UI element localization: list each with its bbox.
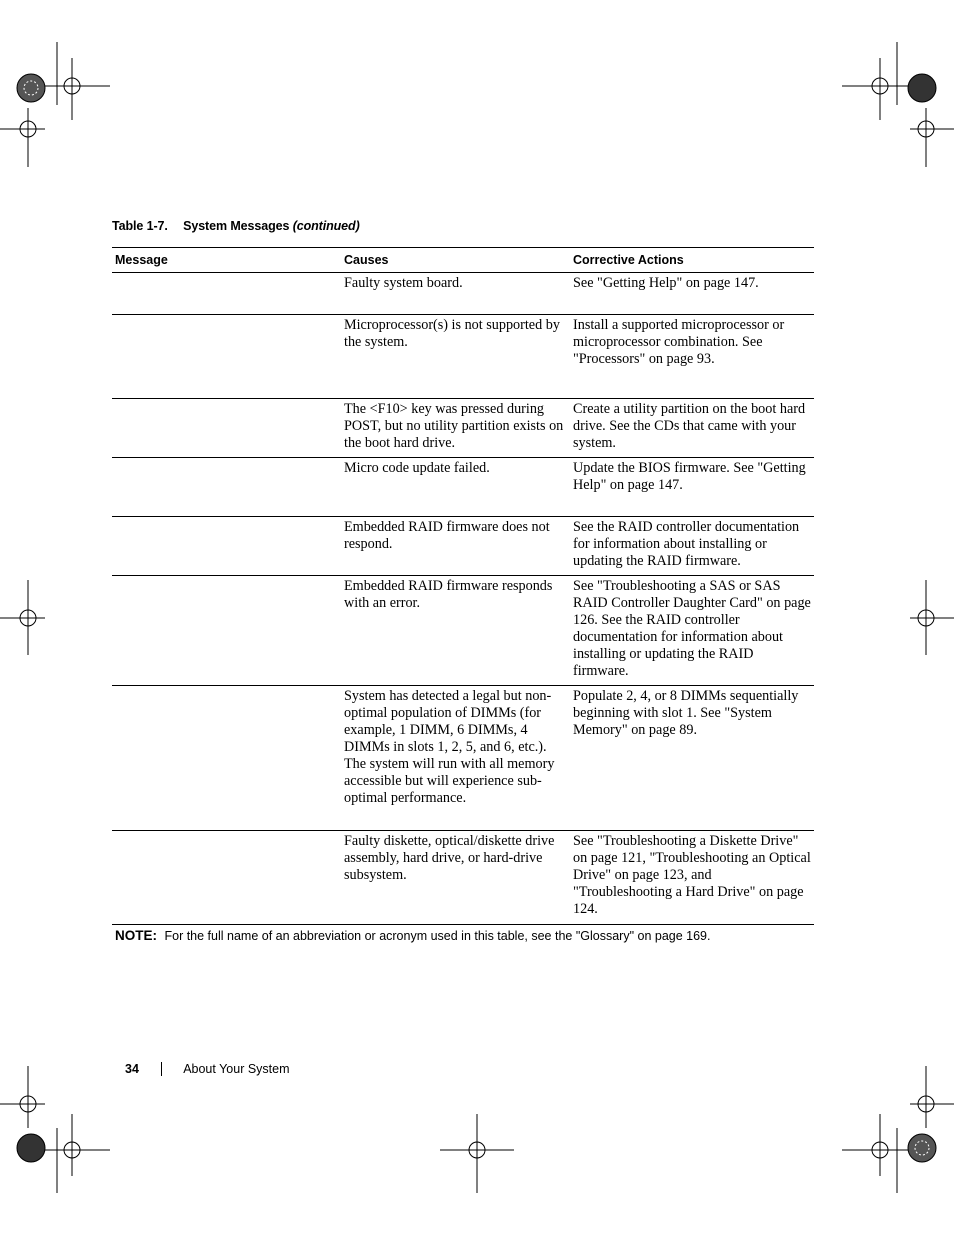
table-row (112, 686, 814, 831)
table-caption (112, 219, 360, 233)
cause-cell: Micro code update failed. (341, 458, 570, 517)
crosshair-target-icon (842, 1114, 915, 1193)
table-header-row (112, 248, 814, 273)
crosshair-target-icon (910, 580, 954, 655)
table-row (112, 517, 814, 576)
message-cell (112, 399, 341, 458)
cause-cell: Microprocessor(s) is not supported by the system. (341, 315, 570, 399)
system-messages-table (112, 247, 814, 925)
crosshair-target-icon (910, 108, 954, 167)
crosshair-target-icon (35, 42, 110, 120)
cause-cell: Embedded RAID firmware does not respond. (341, 517, 570, 576)
crosshair-target-icon (0, 1066, 45, 1128)
starburst-wheel-icon (17, 74, 45, 102)
message-cell (112, 315, 341, 399)
message-cell (112, 831, 341, 925)
table-row (112, 273, 814, 315)
header-message: Message (112, 248, 341, 273)
action-cell: See the RAID controller documentation for information about installing or updating the RAID firmware. (570, 517, 814, 576)
table-row (112, 315, 814, 399)
message-cell (112, 576, 341, 686)
cause-cell: System has detected a legal but non-optimal population of DIMMs (for example, 1 DIMM, 6 DIMMs, 4 DIMMs in slots 1, 2, 5, and 6, etc.). The system will run with all memory accessible but will experience sub-optimal performance. (341, 686, 570, 831)
action-cell: See "Troubleshooting a Diskette Drive" on page 121, "Troubleshooting an Optical Drive" on page 123, and "Troubleshooting a Hard Drive" on page 124. (570, 831, 814, 925)
crosshair-target-icon (0, 108, 45, 167)
header-corrective-actions: Corrective Actions (570, 248, 814, 273)
cause-cell: The <F10> key was pressed during POST, but no utility partition exists on the boot hard drive. (341, 399, 570, 458)
message-cell (112, 517, 341, 576)
crosshair-target-icon (842, 42, 915, 120)
table-caption-continued: (continued) (292, 219, 360, 233)
starburst-wheel-icon (17, 1134, 45, 1162)
cause-cell: Embedded RAID firmware responds with an error. (341, 576, 570, 686)
table-caption-title: System Messages (183, 219, 290, 233)
message-cell (112, 273, 341, 315)
table-row (112, 458, 814, 517)
table-row (112, 576, 814, 686)
footer-section-title: About Your System (183, 1062, 290, 1076)
crosshair-target-icon (440, 1114, 514, 1193)
action-cell: Update the BIOS firmware. See "Getting Help" on page 147. (570, 458, 814, 517)
table-row (112, 399, 814, 458)
action-cell: Install a supported microprocessor or microprocessor combination. See "Processors" on page 93. (570, 315, 814, 399)
note-label: NOTE: (115, 928, 157, 943)
action-cell: Create a utility partition on the boot hard drive. See the CDs that came with your system. (570, 399, 814, 458)
crosshair-target-icon (35, 1114, 110, 1193)
table-caption-number: Table 1-7. (112, 219, 168, 233)
crosshair-target-icon (910, 1066, 954, 1128)
table-note (115, 928, 815, 943)
header-causes: Causes (341, 248, 570, 273)
table-row (112, 831, 814, 925)
message-cell (112, 458, 341, 517)
cause-cell: Faulty diskette, optical/diskette drive assembly, hard drive, or hard-drive subsystem. (341, 831, 570, 925)
page-footer (125, 1062, 290, 1076)
action-cell: See "Troubleshooting a SAS or SAS RAID Controller Daughter Card" on page 126. See the RAID controller documentation for information about installing or updating the RAID firmware. (570, 576, 814, 686)
message-cell (112, 686, 341, 831)
page-number: 34 (125, 1062, 139, 1076)
footer-divider (161, 1062, 162, 1076)
note-text: For the full name of an abbreviation or acronym used in this table, see the "Glossary" on page 169. (164, 929, 711, 943)
starburst-wheel-icon (908, 1134, 936, 1162)
cause-cell: Faulty system board. (341, 273, 570, 315)
action-cell: Populate 2, 4, or 8 DIMMs sequentially beginning with slot 1. See "System Memory" on page 89. (570, 686, 814, 831)
starburst-wheel-icon (908, 74, 936, 102)
crosshair-target-icon (0, 580, 45, 655)
action-cell: See "Getting Help" on page 147. (570, 273, 814, 315)
